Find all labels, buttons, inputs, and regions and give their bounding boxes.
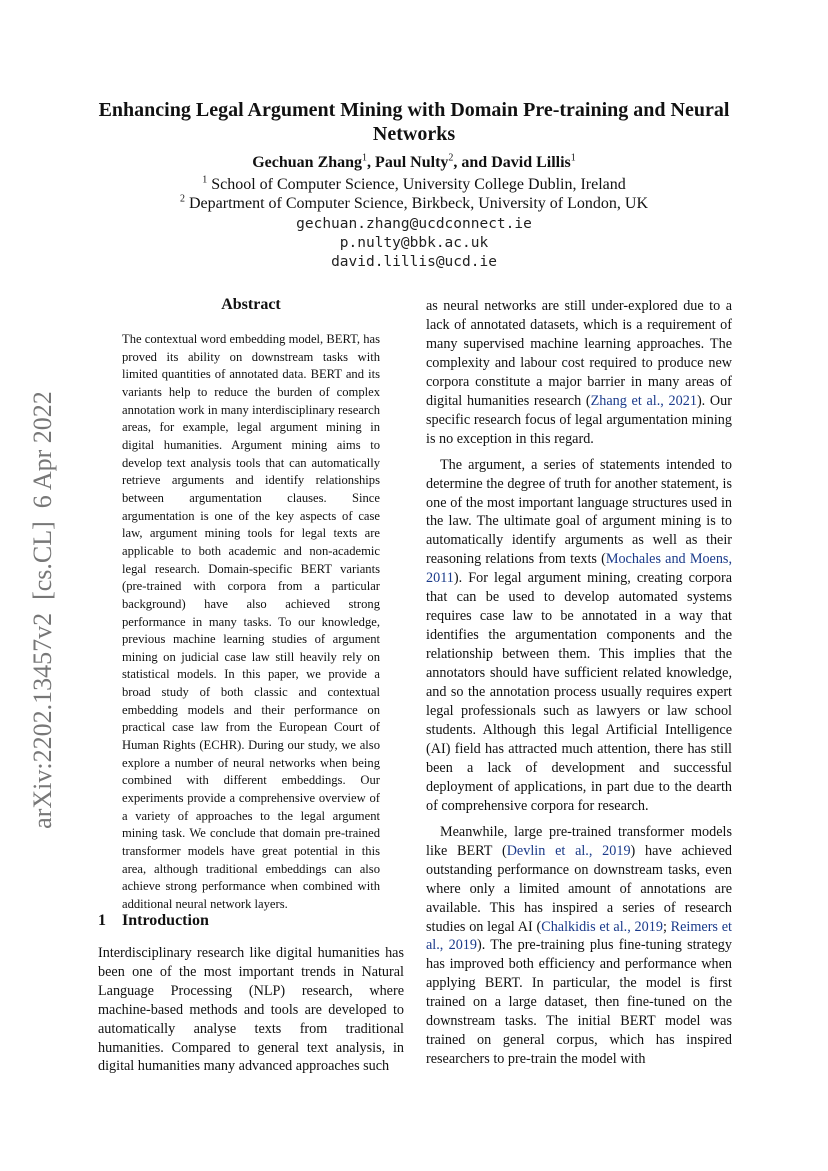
section-heading xyxy=(98,912,209,930)
author-list xyxy=(90,153,738,173)
title-line-1: Enhancing Legal Argument Mining with Domain Pre-training and Neural xyxy=(98,99,730,121)
paragraph-text: ). For legal argument mining, creating corpora that can be used to develop automated systems requires case law to be annotated in a way that identifies the argumentation components and the relationship between them. This implies that the annotators should have sufficient related knowledge, and so the annotation process usually requires expert legal professionals such as lawyers or law school students. Although this legal Artificial Intelligence (AI) field has attracted much attention, there has still been a lack of development and successful deployment of applications, in part due to the dearth of comprehensive corpora for research. xyxy=(426,570,732,814)
affiliation-2 xyxy=(90,194,738,214)
paragraph-text: Meanwhile, large pre-trained transformer models like BERT ( xyxy=(426,823,732,859)
paragraph-2 xyxy=(426,456,732,816)
paragraph-3 xyxy=(426,823,732,1069)
author-affil-mark: 1 xyxy=(362,152,368,164)
author-name: David Lillis xyxy=(491,154,571,171)
affiliation-text: Department of Computer Science, Birkbeck, University of London, UK xyxy=(189,195,648,212)
intro-paragraph: Interdisciplinary research like digital humanities has been one of the most important trends in Natural Language Processing (NLP) research, where machine-based methods and tools are developed to automatically analyse texts from traditional humanities. Compared to general text analysis, in digital humanities many advanced approaches such xyxy=(98,945,404,1075)
paragraph-text: The argument, a series of statements intended to determine the degree of truth for another statement, is one of the most important language structures used in the law. The ultimate goal of argument mining is to automatically identify arguments as well as their reasoning relations from texts ( xyxy=(426,456,732,568)
arxiv-identifier-stamp xyxy=(22,370,62,850)
citation-link[interactable]: Mochales and Moens, 2011 xyxy=(426,551,732,587)
paper-title xyxy=(90,98,738,146)
affiliation-1 xyxy=(90,175,738,195)
author-sep: , and xyxy=(453,154,492,171)
citation-link[interactable]: Chalkidis et al., 2019 xyxy=(541,918,663,935)
affiliation-text: School of Computer Science, University College Dublin, Ireland xyxy=(211,176,626,193)
paragraph-text: as neural networks are still under-explored due to a lack of annotated datasets, which is a requirement of many supervised machine learning approaches. The complexity and labour cost required to produce new corpora constitute a major barrier in many areas of digital humanities research ( xyxy=(426,298,732,409)
author-name: Paul Nulty xyxy=(375,154,449,171)
paragraph-text: ). The pre-training plus fine-tuning strategy has improved both efficiency and performance when applying BERT. In particular, the model is first trained on a large dataset, then fine-tuned on the downstream tasks. The initial BERT model was trained on general corpus, which has inspired researchers to pre-train the model with xyxy=(426,937,732,1068)
paragraph-text: ) have achieved outstanding performance on downstream tasks, even where only a limited amount of annotations are available. This has inspired a series of research studies on legal AI ( xyxy=(426,842,732,935)
section-number: 1 xyxy=(98,912,106,929)
affiliation-number: 1 xyxy=(202,174,208,186)
paragraph-1 xyxy=(426,297,732,449)
section-title: Introduction xyxy=(122,912,209,929)
right-column xyxy=(426,297,732,1076)
paragraph-text: ). Our specific research focus of legal argumentation mining is no exception in this regard. xyxy=(426,392,732,447)
author-affil-mark: 1 xyxy=(570,152,576,164)
affiliation-number: 2 xyxy=(180,193,185,205)
email-3: david.lillis@ucd.ie xyxy=(331,254,497,270)
title-line-2: Networks xyxy=(372,123,456,145)
citation-link[interactable]: Zhang et al., 2021 xyxy=(590,392,697,409)
author-affil-mark: 2 xyxy=(448,152,454,164)
author-name: Gechuan Zhang xyxy=(252,154,363,171)
email-1: gechuan.zhang@ucdconnect.ie xyxy=(296,216,532,232)
email-2: p.nulty@bbk.ac.uk xyxy=(339,235,489,251)
citation-link[interactable]: Devlin et al., 2019 xyxy=(506,842,631,859)
paragraph-text: ; xyxy=(662,918,671,935)
citation-link[interactable]: Reimers et al., 2019 xyxy=(426,918,732,954)
abstract-heading: Abstract xyxy=(221,296,281,313)
author-sep: , xyxy=(367,154,376,171)
intro-left-column xyxy=(98,944,404,1076)
abstract-text: The contextual word embedding model, BERT, has proved its ability on downstream tasks with limited quantities of annotated data. BERT and its variants help to reduce the burden of complex annotation work in many interdisciplinary research areas, for example, legal argument mining in digital humanities. Argument mining aims to develop text analysis tools that can automatically retrieve arguments and identify relationships between argumentation clauses. Since argumentation is one of the key aspects of case law, argument mining tools for legal texts are applicable to both academic and non-academic legal research. Domain-specific BERT variants (pre-trained with corpora from a particular background) have also achieved strong performance in many tasks. To our knowledge, previous machine learning studies of argument mining on judicial case law still heavily rely on statistical models. In this paper, we provide a broad study of both classic and contextual embedding models and their performance on practical case law from the European Court of Human Rights (ECHR). During our study, we also explore a number of neural networks when being combined with different embeddings. Our experiments provide a comprehensive overview of a variety of approaches to the legal argument mining task. We conclude that domain pre-trained transformer models have great potential in this area, although traditional embeddings can also achieve strong performance when combined with additional neural network layers. xyxy=(122,332,380,911)
arxiv-stamp-text: arXiv:2202.13457v2 [cs.CL] 6 Apr 2022 xyxy=(28,391,57,829)
